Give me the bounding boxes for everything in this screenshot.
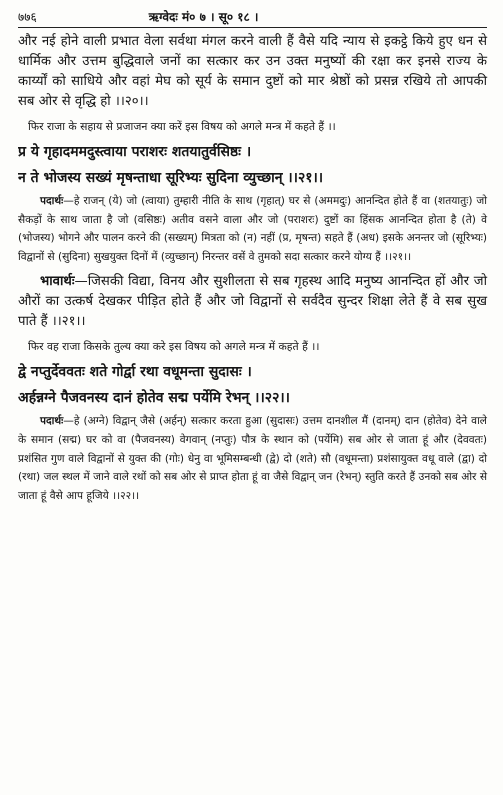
bhavartha-21-text: —जिसकी विद्या, विनय और सुशीलता से सब गृहस्थ आदि मनुष्य आनन्दित हों और जो औरों का उत्कर्ष देखकर पीड़ित होते हैं और जो विद्वानों से सर्वदैव सुन्दर शिक्षा लेते हैं वे सब सुख पाते हैं ।।२१।।: [18, 274, 487, 330]
mantra-21-line-1: प्र ये गृहादममदुस्त्वाया पराशरः शतयातुर्वसिष्ठः ।: [18, 144, 252, 160]
padartha-21-label: पदार्थः: [40, 195, 64, 207]
bhavartha-21: [18, 272, 487, 332]
padartha-22: [18, 412, 487, 505]
page-header: [18, 8, 487, 25]
mantra-21-intro: फिर राजा के सहाय से प्रजाजन क्या करें इस विषय को अगले मन्त्र में कहते हैं ।।: [28, 120, 336, 133]
padartha-21-text: —हे राजन् (ये) जो (त्वाया) तुम्हारी नीति के साथ (गृहात्) घर से (अममदुः) आनन्दित होते हैं वा (शतयातुः) जो सैकड़ों के साथ जाता है जो (वसिष्ठः) अतीव वसने वाला और जो (पराशरः) दुष्टों का हिंसक आनन्दित होता है (ते) वे (भोजस्य) भोगने और पालन करने की (सख्यम्) मित्रता को (न) नहीं (प्र, मृषन्त) सहते हैं (अध) इसके अनन्तर जो (सूरिभ्यः) विद्वानों से (सुदिना) सुखयुक्त दिनों में (व्युच्छान्) निरन्तर वसें वे तुमको सदा सत्कार करने योग्य हैं ।।२१।।: [18, 195, 487, 263]
running-title: ऋग्वेदः मं० ७ । सू० १८ ।: [148, 10, 259, 24]
mantra-22-line-1: द्वे नप्तुर्देववतः शते गोर्द्वा रथा वधूमन्ता सुदासः ।: [18, 364, 252, 381]
mantra-22-intro: फिर वह राजा किसके तुल्य क्या करे इस विषय को अगले मन्त्र में कहते हैं ।।: [28, 340, 320, 354]
mantra-21-line-2: न ते भोजस्य सख्यं मृषन्ताधा सूरिभ्यः सुदिना व्युच्छान् ।।२१।।: [18, 170, 324, 186]
padartha-21: [18, 192, 487, 266]
bhavartha-21-label: भावार्थः: [40, 274, 75, 290]
header-rule: [18, 27, 487, 28]
bhavartha-20-continuation: और नई होने वाली प्रभात वेला सर्वथा मंगल करने वाली हैं वैसे यदि न्याय से इकट्ठे किये हुए धन से धार्मिक और उत्तम बुद्धिवाले जनों का सत्कार कर उन उक्त मनुष्यों की रक्षा कर इनसे राज्य के कार्य्यों को साधिये और वहां मेघ को सूर्य के समान दुष्टों को मार श्रेष्ठों को प्रसन्न रखिये तो आपकी सब ओर से वृद्धि हो ।।२०।।: [18, 34, 487, 109]
padartha-22-label: पदार्थः: [40, 415, 64, 428]
padartha-22-text: —हे (अग्ने) विद्वान् जैसे (अर्हन्) सत्कार करता हुआ (सुदासः) उत्तम दानशील मैं (दानम्) दान (होतेव) देने वाले के समान (सद्म) घर को वा (पैजवनस्य) वेगवान् (नप्तुः) पौत्र के स्थान को (पर्येमि) सब ओर से जाता हूं और (देववतः) प्रशंसित गुण वाले विद्वानों से युक्त की (गोः) धेनु वा भूमिसम्बन्धी (द्वे) दो (शते) सौ (वधूमन्ता) प्रशंसायुक्त वधू वाले (द्वा) दो (रथा) जल स्थल में जाने वाले रथों को सब ओर से प्राप्त होता हूं वा जैसे विद्वान् जन (रेभन्) स्तुति करते हैं उनको सब ओर से जाता हूं वैसे आप हूजिये ।।२२।।: [18, 415, 487, 502]
mantra-22-line-2: अर्हन्नग्ने पैजवनस्य दानं होतेव सद्म पर्येमि रेभन् ।।२२।।: [18, 390, 290, 407]
page-number: ७७६: [18, 10, 37, 24]
